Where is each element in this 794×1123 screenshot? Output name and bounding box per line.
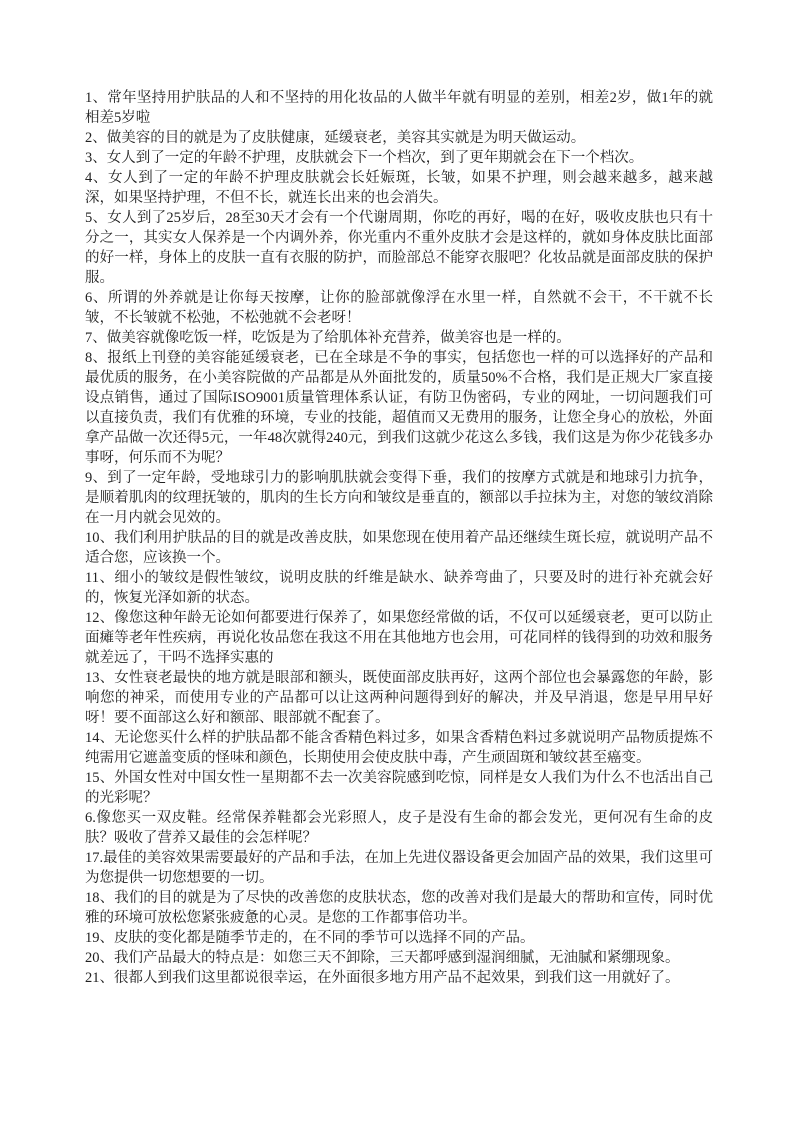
paragraph: 9、到了一定年龄，受地球引力的影响肌肤就会变得下垂，我们的按摩方式就是和地球引力抗争，是顺着肌肉的纹理抚皱的，肌肉的生长方向和皱纹是垂直的，额部以手拉抹为主，对您的皱纹消除在一月内就会见效的。 xyxy=(85,470,713,526)
paragraph: 15、外国女性对中国女性一星期都不去一次美容院感到吃惊，同样是女人我们为什么不也活出自己的光彩呢？ xyxy=(85,770,713,806)
document-content xyxy=(85,88,713,988)
paragraph: 8、报纸上刊登的美容能延缓衰老，已在全球是不争的事实，包括您也一样的可以选择好的产品和最优质的服务，在小美容院做的产品都是从外面批发的，质量50%不合格，我们是正规大厂家直接设点销售，通过了国际ISO9001质量管理体系认证，有防卫伪密码，专业的网址，一切问题我们可以直接负责，我们有优雅的环境，专业的技能，超值而又无费用的服务，让您全身心的放松，外面拿产品做一次还得5元，一年48次就得240元，到我们这就少花这么多钱，我们这是为你少花钱多办事呀，何乐而不为呢？ xyxy=(85,350,713,466)
paragraph: 19、皮肤的变化都是随季节走的，在不同的季节可以选择不同的产品。 xyxy=(85,930,535,946)
paragraph: 7、做美容就像吃饭一样，吃饭是为了给肌体补充营养，做美容也是一样的。 xyxy=(85,330,571,346)
paragraph: 5、女人到了25岁后，28至30天才会有一个代谢周期，你吃的再好，喝的在好，吸收皮肤也只有十分之一，其实女人保养是一个内调外养，你光重内不重外皮肤才会是这样的，就如身体皮肤比面部的好一样，身体上的皮肤一直有衣服的防护，而脸部总不能穿衣服吧？化妆品就是面部皮肤的保护服。 xyxy=(85,210,713,286)
paragraph: 11、细小的皱纹是假性皱纹，说明皮肤的纤维是缺水、缺养弯曲了，只要及时的进行补充就会好的，恢复光泽如新的状态。 xyxy=(85,570,713,606)
paragraph: 21、很都人到我们这里都说很幸运，在外面很多地方用产品不起效果，到我们这一用就好了。 xyxy=(85,970,680,986)
paragraph: 17.最佳的美容效果需要最好的产品和手法，在加上先进仪器设备更会加固产品的效果，我们这里可为您提供一切您想要的一切。 xyxy=(85,850,713,886)
paragraph: 2、做美容的目的就是为了皮肤健康，延缓衰老，美容其实就是为明天做运动。 xyxy=(85,130,586,146)
paragraph: 12、像您这种年龄无论如何都要进行保养了，如果您经常做的话，不仅可以延缓衰老，更可以防止面瘫等老年性疾病，再说化妆品您在我这不用在其他地方也会用，可花同样的钱得到的功效和服务就差远了，干吗不选择实惠的 xyxy=(85,610,713,666)
paragraph: 6、所谓的外养就是让你每天按摩，让你的脸部就像浮在水里一样，自然就不会干，不干就不长皱，不长皱就不松弛，不松弛就不会老呀！ xyxy=(85,290,713,326)
paragraph: 3、女人到了一定的年龄不护理，皮肤就会下一个档次，到了更年期就会在下一个档次。 xyxy=(85,150,644,166)
paragraph: 1、常年坚持用护肤品的人和不坚持的用化妆品的人做半年就有明显的差别，相差2岁，做1年的就相差5岁啦 xyxy=(85,90,713,126)
paragraph: 18、我们的目的就是为了尽快的改善您的皮肤状态，您的改善对我们是最大的帮助和宣传，同时优雅的环境可放松您紧张疲惫的心灵。是您的工作都事倍功半。 xyxy=(85,890,713,926)
paragraph: 20、我们产品最大的特点是：如您三天不卸除，三天都呼感到湿润细腻，无油腻和紧绷现象。 xyxy=(85,950,680,966)
paragraph: 6.像您买一双皮鞋。经常保养鞋都会光彩照人，皮子是没有生命的都会发光，更何况有生命的皮肤？吸收了营养又最佳的会怎样呢？ xyxy=(85,810,713,846)
paragraph: 14、无论您买什么样的护肤品都不能含香精色料过多，如果含香精色料过多就说明产品物质提炼不纯需用它遮盖变质的怪味和颜色，长期使用会使皮肤中毒，产生顽固斑和皱纹甚至癌变。 xyxy=(85,730,713,766)
paragraph: 13、女性衰老最快的地方就是眼部和额头，既使面部皮肤再好，这两个部位也会暴露您的年龄，影响您的神采，而使用专业的产品都可以让这两种问题得到好的解决，并及早消退，您是早用早好呀！要不面部这么好和额部、眼部就不配套了。 xyxy=(85,670,713,726)
paragraph: 10、我们利用护肤品的目的就是改善皮肤，如果您现在使用着产品还继续生斑长痘，就说明产品不适合您，应该换一个。 xyxy=(85,530,713,566)
paragraph: 4、女人到了一定的年龄不护理皮肤就会长妊娠斑，长皱，如果不护理，则会越来越多，越来越深，如果坚持护理，不但不长，就连长出来的也会消失。 xyxy=(85,170,713,206)
